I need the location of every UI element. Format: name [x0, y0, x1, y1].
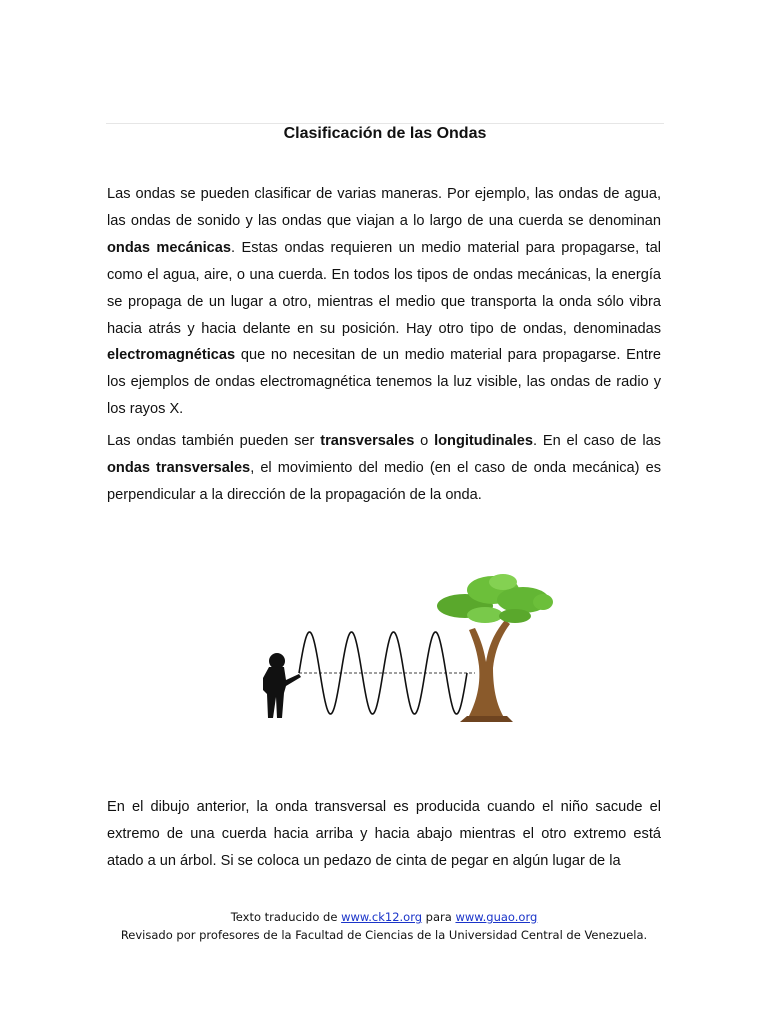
- term-transversales: transversales: [320, 433, 415, 449]
- p2-text-b: o: [414, 433, 435, 449]
- link-ck12[interactable]: www.ck12.org: [341, 910, 423, 924]
- p1-text-c: que no necesitan de un medio material para propagarse. Entre los ejemplos de ondas electromagnética tenemos la luz visible, las ondas de radio y los rayos X.: [107, 347, 661, 418]
- child-silhouette-icon: [263, 653, 301, 718]
- page-title: Clasificación de las Ondas: [283, 125, 487, 142]
- p2-text-c: . En el caso de las: [532, 433, 661, 449]
- p2-text-a: Las ondas también pueden ser: [107, 433, 321, 449]
- term-electromagneticas: electromagnéticas: [107, 347, 236, 364]
- p1-text-a: Las ondas se pueden clasificar de varias maneras. Por ejemplo, las ondas de agua, las ondas de sonido y las ondas que viajan a lo largo de una cuerda se denominan: [107, 186, 661, 229]
- paragraph-3: En el dibujo anterior, la onda transversal es producida cuando el niño sacude el extremo de una cuerda hacia arriba y hacia abajo mientras el otro extremo está atado a un árbol. Si se coloca un pedazo de cinta de pegar en algún lugar de la: [107, 799, 661, 869]
- p2-text-d: , el movimiento del medio (en el caso de onda mecánica) es perpendicular a la dirección de la propagación de la onda.: [107, 459, 662, 503]
- paragraph-2: [107, 428, 661, 509]
- p1-text-b: . Estas ondas requieren un medio material para propagarse, tal como el agua, aire, o una cuerda. En todos los tipos de ondas mecánicas, la energía se propaga de un lugar a otro, mientras el medio que transporta la onda sólo vibra hacia atrás y hacia delante en su posición. Hay otro tipo de ondas, denominadas: [107, 239, 661, 337]
- wave-illustration: [255, 570, 560, 725]
- footer-prefix: Texto traducido de: [230, 910, 342, 924]
- paragraph-1: [107, 181, 661, 423]
- term-longitudinales: longitudinales: [434, 433, 533, 449]
- term-ondas-transversales: ondas transversales: [107, 459, 251, 476]
- footer-mid: para: [422, 910, 456, 924]
- tree-icon: [437, 574, 553, 722]
- term-ondas-mecanicas: ondas mecánicas: [107, 239, 232, 256]
- footer-credit: [0, 908, 768, 926]
- footer-review: Revisado por profesores de la Facultad de Ciencias de la Universidad Central de Venezuela.: [120, 928, 648, 942]
- link-guao[interactable]: www.guao.org: [455, 910, 538, 924]
